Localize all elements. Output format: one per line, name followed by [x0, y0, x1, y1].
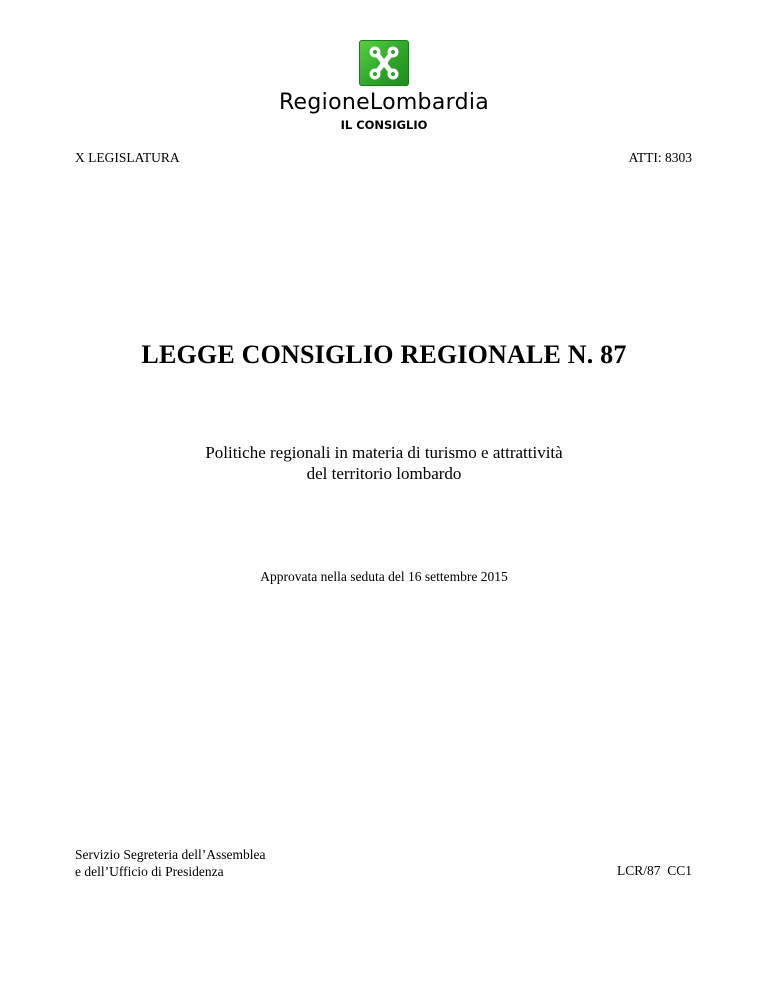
document-subtitle-line-1: Politiche regionali in materia di turismo e attrattività — [205, 443, 563, 462]
logo — [0, 40, 768, 91]
document-subtitle — [0, 442, 768, 484]
footer-office-line-1: Servizio Segreteria dell’Assemblea — [75, 847, 266, 862]
atti-number: ATTI: 8303 — [628, 150, 692, 165]
logo-name: RegioneLombardia — [278, 90, 490, 115]
document-subtitle-line-2: del territorio lombardo — [306, 464, 462, 483]
approval-date: Approvata nella seduta del 16 settembre 2015 — [260, 569, 508, 584]
document-title: LEGGE CONSIGLIO REGIONALE N. 87 — [141, 340, 627, 369]
footer-office-line-2: e dell’Ufficio di Presidenza — [75, 864, 224, 879]
regione-lombardia-emblem-icon — [359, 40, 409, 86]
footer-code: LCR/87 CC1 — [616, 863, 692, 878]
footer-office — [75, 846, 265, 880]
legislatura-label: X LEGISLATURA — [75, 150, 180, 165]
logo-subtitle: IL CONSIGLIO — [340, 118, 428, 132]
